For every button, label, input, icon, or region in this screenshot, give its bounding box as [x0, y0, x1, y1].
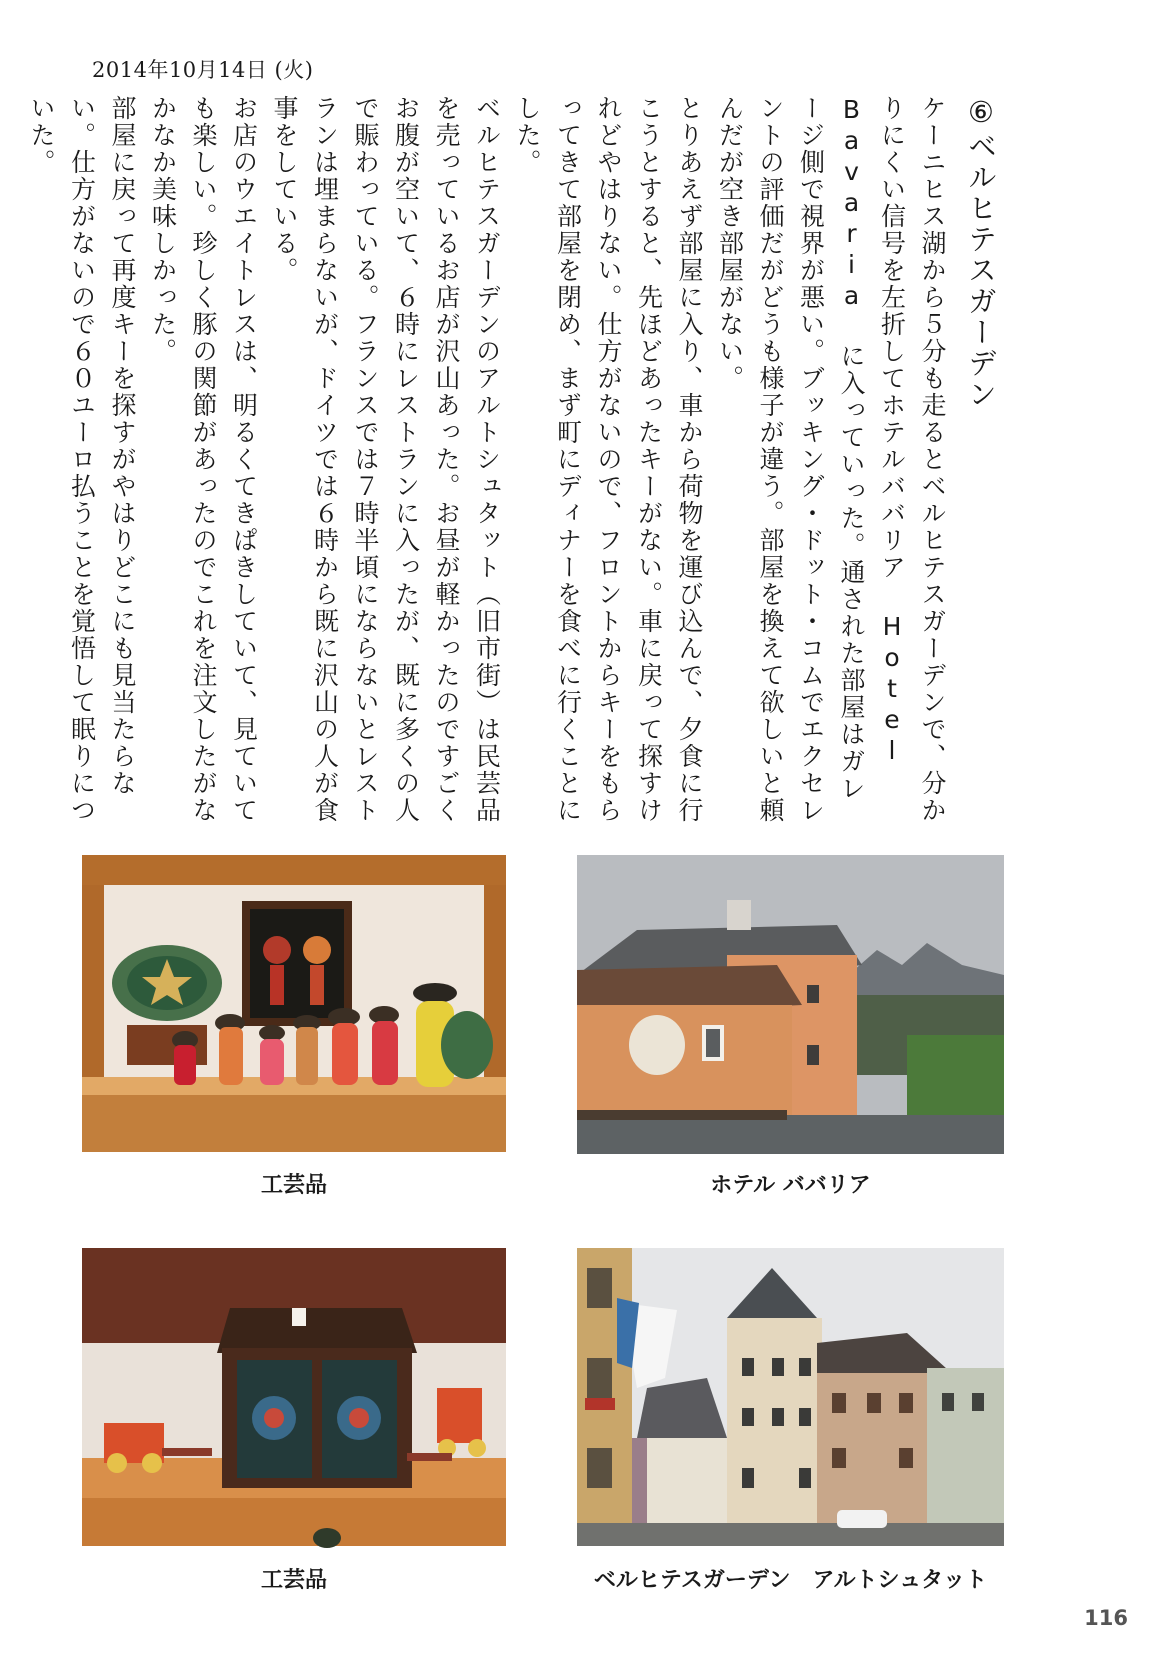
photo-caption: ベルヒテスガーデン アルトシュタット — [593, 1568, 988, 1593]
page-number: 116 — [1084, 1606, 1128, 1630]
folk-craft-figurines-photo — [82, 855, 506, 1152]
hotel-bavaria-photo — [577, 855, 1004, 1154]
article-paragraph: ケーニヒス湖から５分も走るとベルヒテスガーデンで、分かりにくい信号を左折してホテルババリア Hotel Bavaria に入っていった。通された部屋はガレージ側で視界が悪い。ブッキング・ドット・コムでエクセレントの評価だがどうも様子が違う。部屋を換えて欲しいと頼んだが空き部屋がない。 — [715, 95, 947, 824]
photo-caption: ホテル ババリア — [710, 1173, 871, 1198]
photo-caption: 工芸品 — [260, 1173, 327, 1198]
article-paragraph: ベルヒテスガーデンのアルトシュタット（旧市街）は民芸品を売っているお店が沢山あった。お昼が軽かったのですごくお腹が空いて、６時にレストランに入ったが、既に多くの人で賑わっている。フランスでは７時半頃にならないとレストランは埋まらないが、ドイツでは６時から既に沢山の人が食事をしている。 — [270, 95, 502, 824]
article-paragraph: とりあえず部屋に入り、車から荷物を運び込んで、夕食に行こうとすると、先ほどあったキーがない。車に戻って探すけれどやはりない。仕方がないので、フロントからキーをもらってきて部屋を閉め、まず町にディナーを食べに行くことにした。 — [513, 95, 704, 824]
article-paragraph: お店のウエイトレスは、明るくてきぱきしていて、見ていても楽しい。珍しく豚の関節があったのでこれを注文したがなかなか美味しかった。 — [148, 95, 259, 824]
painted-chest-photo — [82, 1248, 506, 1546]
article-heading: ⑥ベルヒテスガーデン — [964, 95, 998, 410]
article-paragraph: 部屋に戻って再度キーを探すがやはりどこにも見当たらない。仕方がないので６０ユーロ払うことを覚悟して眠りについた。 — [27, 95, 137, 824]
altstadt-tower-photo — [577, 1248, 1004, 1546]
page-date: 2014年10月14日 (火) — [92, 58, 314, 82]
article-body — [27, 95, 1010, 825]
photo-caption: 工芸品 — [260, 1568, 327, 1593]
